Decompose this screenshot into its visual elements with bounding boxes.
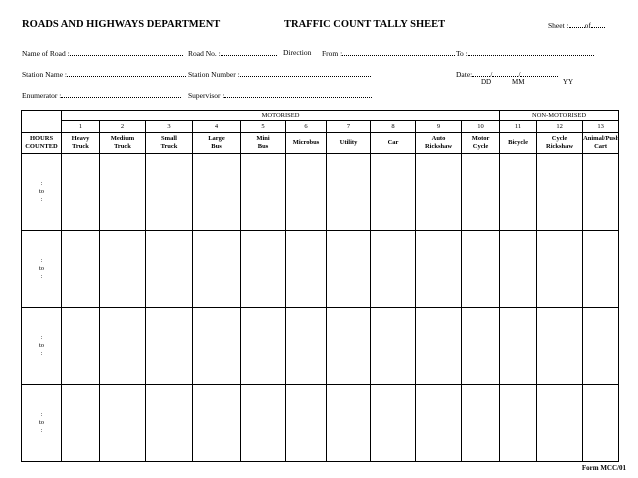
tally-cell[interactable] <box>100 308 146 385</box>
time-period-row <box>22 231 619 308</box>
non-motorised-group-header <box>500 111 619 121</box>
station-name-label: Station Name : <box>22 70 67 79</box>
tally-cell[interactable] <box>462 385 500 462</box>
tally-cell[interactable] <box>193 154 241 231</box>
vehicle-type-header <box>462 133 500 154</box>
vehicle-type-label: Motor <box>471 135 490 142</box>
hours-corner-cell <box>22 111 62 133</box>
column-number <box>62 121 100 133</box>
vehicle-type-label: Car <box>387 139 399 146</box>
column-number-text: 12 <box>556 122 563 130</box>
tally-cell[interactable] <box>241 231 286 308</box>
motorised-label: MOTORISED <box>261 111 300 119</box>
tally-cell[interactable] <box>327 385 371 462</box>
column-number <box>583 121 619 133</box>
road-no-field[interactable] <box>188 48 277 58</box>
column-number-text: 9 <box>436 122 441 130</box>
time-range-text: : <box>40 180 43 187</box>
tally-cell[interactable] <box>193 308 241 385</box>
sheet-label: Sheet : <box>548 21 569 30</box>
vehicle-type-label: Medium <box>110 135 135 142</box>
tally-cell[interactable] <box>62 154 100 231</box>
column-number-text: 7 <box>346 122 351 130</box>
tally-cell[interactable] <box>583 385 619 462</box>
motorised-group-header <box>62 111 500 121</box>
vehicle-type-header <box>537 133 583 154</box>
enumerator-field[interactable] <box>22 90 181 100</box>
tally-cell[interactable] <box>371 308 416 385</box>
vehicle-type-label: Heavy <box>71 135 90 142</box>
column-number <box>241 121 286 133</box>
tally-cell[interactable] <box>62 385 100 462</box>
column-number <box>462 121 500 133</box>
date-separator: / <box>518 70 521 79</box>
vehicle-type-header <box>327 133 371 154</box>
to-field[interactable] <box>456 48 594 58</box>
column-number <box>100 121 146 133</box>
non-motorised-label: NON-MOTORISED <box>532 111 587 119</box>
vehicle-type-header <box>100 133 146 154</box>
tally-cell[interactable] <box>537 154 583 231</box>
tally-cell[interactable] <box>462 154 500 231</box>
tally-cell[interactable] <box>327 154 371 231</box>
vehicle-type-header <box>583 133 619 154</box>
tally-cell[interactable] <box>286 308 327 385</box>
tally-cell[interactable] <box>327 308 371 385</box>
enumerator-label: Enumerator : <box>22 91 62 100</box>
tally-cell[interactable] <box>62 308 100 385</box>
hours-counted-label: COUNTED <box>25 143 58 150</box>
column-number-text: 4 <box>214 122 219 130</box>
vehicle-type-label: Small <box>161 135 177 142</box>
vehicle-type-label: Truck <box>160 143 178 150</box>
day-label: DD <box>481 78 492 86</box>
vehicle-type-header <box>146 133 193 154</box>
tally-cell[interactable] <box>583 231 619 308</box>
tally-cell[interactable] <box>371 385 416 462</box>
tally-cell[interactable] <box>241 154 286 231</box>
time-range-text: to <box>38 188 45 195</box>
vehicle-type-label: Cycle <box>551 135 568 142</box>
year-label: YY <box>563 78 574 86</box>
vehicle-type-header <box>62 133 100 154</box>
tally-cell[interactable] <box>193 231 241 308</box>
vehicle-type-header <box>500 133 537 154</box>
vehicle-type-label: Bus <box>257 143 269 150</box>
time-range-text: : <box>40 257 43 264</box>
tally-cell[interactable] <box>416 154 462 231</box>
tally-cell[interactable] <box>537 385 583 462</box>
direction-label: Direction <box>283 48 312 57</box>
tally-cell[interactable] <box>327 231 371 308</box>
column-number-text: 5 <box>261 122 265 130</box>
of-label: of <box>584 21 591 30</box>
time-range-cell[interactable] <box>22 385 62 462</box>
road-no-label: Road No. : <box>188 49 221 58</box>
time-range-text: : <box>40 411 43 418</box>
tally-cell[interactable] <box>500 308 537 385</box>
tally-cell[interactable] <box>62 231 100 308</box>
supervisor-label: Supervisor : <box>188 91 225 100</box>
department-title: ROADS AND HIGHWAYS DEPARTMENT <box>22 19 221 30</box>
vehicle-type-label: Microbus <box>292 139 320 146</box>
vehicle-type-label: Animal/Push <box>583 135 620 142</box>
name-of-road-label: Name of Road : <box>22 49 70 58</box>
tally-cell[interactable] <box>500 231 537 308</box>
date-label: Date: <box>456 70 473 79</box>
to-label: To : <box>456 49 468 58</box>
tally-cell[interactable] <box>100 231 146 308</box>
tally-cell[interactable] <box>416 385 462 462</box>
tally-cell[interactable] <box>241 308 286 385</box>
tally-cell[interactable] <box>416 308 462 385</box>
tally-cell[interactable] <box>100 385 146 462</box>
tally-cell[interactable] <box>100 154 146 231</box>
column-number-text: 1 <box>78 122 83 130</box>
sheet-title: TRAFFIC COUNT TALLY SHEET <box>284 19 446 30</box>
station-number-label: Station Number : <box>188 70 240 79</box>
column-number-text: 6 <box>304 122 308 130</box>
tally-cell[interactable] <box>500 154 537 231</box>
tally-cell[interactable] <box>286 231 327 308</box>
vehicle-type-label: Rickshaw <box>424 143 453 150</box>
tally-cell[interactable] <box>371 231 416 308</box>
time-range-text: to <box>38 265 45 272</box>
column-number <box>500 121 537 133</box>
time-range-cell[interactable] <box>22 231 62 308</box>
station-name-field[interactable] <box>22 69 186 79</box>
time-range-text: to <box>38 342 45 349</box>
column-number <box>286 121 327 133</box>
tally-cell[interactable] <box>583 308 619 385</box>
vehicle-type-label: Cycle <box>472 143 489 150</box>
time-period-row <box>22 154 619 231</box>
time-period-row <box>22 385 619 462</box>
vehicle-type-header <box>241 133 286 154</box>
hours-counted-header <box>22 133 62 154</box>
tally-cell[interactable] <box>146 154 193 231</box>
tally-cell[interactable] <box>583 154 619 231</box>
tally-cell[interactable] <box>500 385 537 462</box>
from-label: From : <box>322 49 343 58</box>
form-id: Form MCC/01 <box>581 464 626 472</box>
time-range-text: : <box>40 350 43 357</box>
vehicle-type-label: Cart <box>594 143 608 150</box>
vehicle-type-header <box>286 133 327 154</box>
column-number-text: 2 <box>120 122 125 130</box>
column-number-text: 8 <box>391 122 395 130</box>
column-number <box>371 121 416 133</box>
column-number-text: 13 <box>597 122 604 130</box>
date-field[interactable] <box>456 69 558 79</box>
vehicle-type-label: Large <box>208 135 225 142</box>
name-of-road-field[interactable] <box>22 48 183 58</box>
tally-cell[interactable] <box>146 385 193 462</box>
sheet-number-field[interactable] <box>548 20 605 30</box>
column-number-text: 3 <box>167 122 171 130</box>
tally-cell[interactable] <box>146 308 193 385</box>
column-number-text: 11 <box>514 122 522 130</box>
time-range-text: : <box>40 427 43 434</box>
time-range-text: : <box>40 273 43 280</box>
hours-counted-label: HOURS <box>29 135 54 142</box>
vehicle-type-label: Mini <box>256 135 270 142</box>
vehicle-type-label: Bus <box>211 143 222 150</box>
vehicle-type-label: Rickshaw <box>546 143 574 150</box>
time-range-text: : <box>40 334 43 341</box>
from-field[interactable] <box>322 48 455 58</box>
month-label: MM <box>512 78 525 86</box>
column-number <box>327 121 371 133</box>
time-range-cell[interactable] <box>22 308 62 385</box>
tally-cell[interactable] <box>537 231 583 308</box>
vehicle-type-label: Auto <box>431 135 446 142</box>
tally-cell[interactable] <box>286 154 327 231</box>
vehicle-type-label: Utility <box>339 139 358 146</box>
vehicle-type-header <box>193 133 241 154</box>
tally-cell[interactable] <box>193 385 241 462</box>
vehicle-type-header <box>416 133 462 154</box>
vehicle-type-label: Truck <box>114 143 131 150</box>
tally-cell[interactable] <box>241 385 286 462</box>
date-separator: / <box>490 70 493 79</box>
time-period-row <box>22 308 619 385</box>
tally-cell[interactable] <box>286 385 327 462</box>
time-range-text: to <box>38 419 45 426</box>
column-number-text: 10 <box>477 122 484 130</box>
tally-cell[interactable] <box>462 308 500 385</box>
tally-cell[interactable] <box>462 231 500 308</box>
column-number <box>146 121 193 133</box>
vehicle-type-label: Truck <box>72 143 89 150</box>
tally-cell[interactable] <box>146 231 193 308</box>
station-number-field[interactable] <box>188 69 371 79</box>
time-range-cell[interactable] <box>22 154 62 231</box>
tally-cell[interactable] <box>371 154 416 231</box>
column-number <box>537 121 583 133</box>
supervisor-field[interactable] <box>188 90 372 100</box>
tally-cell[interactable] <box>537 308 583 385</box>
vehicle-type-header <box>371 133 416 154</box>
column-number <box>416 121 462 133</box>
time-range-text: : <box>40 196 43 203</box>
column-number <box>193 121 241 133</box>
tally-cell[interactable] <box>416 231 462 308</box>
tally-table <box>21 110 619 462</box>
vehicle-type-label: Bicycle <box>508 139 528 146</box>
